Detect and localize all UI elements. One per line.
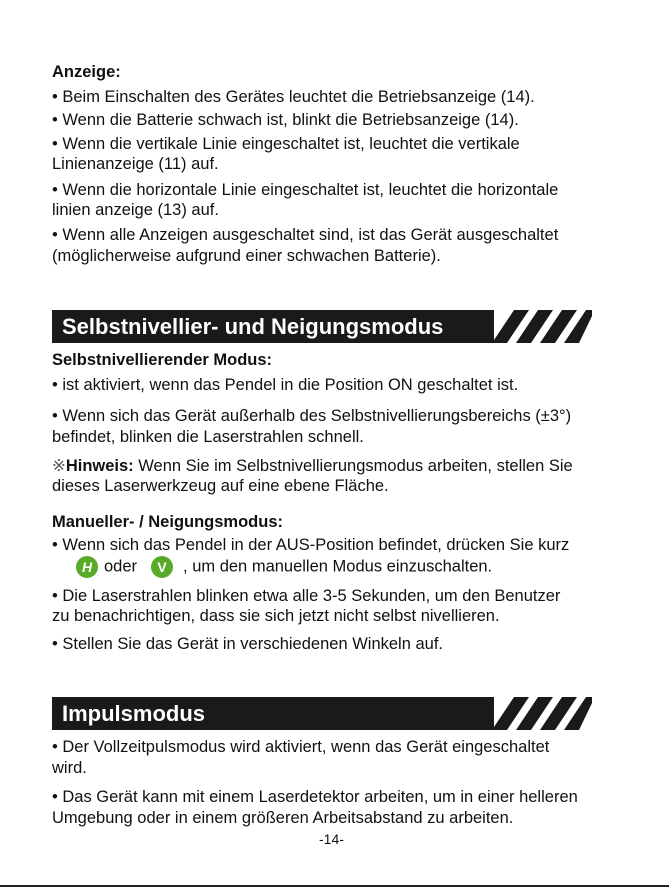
subsection-title: Manueller- / Neigungsmodus: — [52, 513, 284, 531]
body-line: • Das Gerät kann mit einem Laserdetektor arbeiten, um in einer helleren — [52, 788, 578, 806]
section-heading-impulsmodus — [52, 697, 592, 730]
oder-text: oder — [104, 557, 138, 576]
anzeige-line: (möglicherweise aufgrund einer schwachen Batterie). — [52, 247, 441, 265]
note-mark: ※ — [52, 457, 66, 475]
heading-label: Impulsmodus — [62, 701, 206, 726]
note-text: Wenn Sie im Selbstnivellierungsmodus arbeiten, stellen Sie — [133, 457, 573, 475]
bottom-rule — [0, 885, 669, 887]
slash-stripes-icon — [492, 310, 592, 343]
anzeige-line: Linienanzeige (11) auf. — [52, 155, 219, 173]
h-button-icon: H — [76, 556, 98, 578]
anzeige-line: • Wenn die vertikale Linie eingeschaltet ist, leuchtet die vertikale — [52, 135, 520, 153]
anzeige-line: • Wenn die Batterie schwach ist, blinkt die Betriebsanzeige (14). — [52, 111, 519, 129]
slash-stripes-icon — [492, 697, 592, 730]
anzeige-line: • Wenn alle Anzeigen ausgeschaltet sind, ist das Gerät ausgeschaltet — [52, 226, 559, 244]
heading-label: Selbstnivellier- und Neigungsmodus — [62, 314, 444, 339]
subsection-title: Selbstnivellierender Modus: — [52, 351, 273, 369]
anzeige-line: • Wenn die horizontale Linie eingeschaltet ist, leuchtet die horizontale — [52, 181, 559, 199]
body-line-with-buttons — [52, 556, 492, 578]
body-line: wird. — [52, 759, 87, 777]
v-button-icon: V — [151, 556, 173, 578]
body-line: • Der Vollzeitpulsmodus wird aktiviert, wenn das Gerät eingeschaltet — [52, 738, 550, 756]
body-line: • Wenn sich das Pendel in der AUS-Position befindet, drücken Sie kurz — [52, 536, 570, 554]
body-line: Umgebung oder in einem größeren Arbeitsabstand zu arbeiten. — [52, 809, 514, 827]
note-label: Hinweis: — [65, 457, 134, 475]
body-line: • Wenn sich das Gerät außerhalb des Selbstnivellierungsbereichs (±3°) — [52, 407, 572, 425]
body-text: , um den manuellen Modus einzuschalten. — [183, 557, 493, 576]
note-line-2: dieses Laserwerkzeug auf eine ebene Fläche. — [52, 477, 389, 495]
body-line: • ist aktiviert, wenn das Pendel in die Position ON geschaltet ist. — [52, 376, 519, 394]
anzeige-line: • Beim Einschalten des Gerätes leuchtet die Betriebsanzeige (14). — [52, 88, 535, 106]
section-heading-selbstnivellier — [52, 310, 592, 343]
body-line: • Die Laserstrahlen blinken etwa alle 3-5 Sekunden, um den Benutzer — [52, 587, 561, 605]
body-line: befindet, blinken die Laserstrahlen schnell. — [52, 428, 364, 446]
anzeige-title: Anzeige: — [52, 63, 121, 81]
body-line: • Stellen Sie das Gerät in verschiedenen Winkeln auf. — [52, 635, 443, 653]
note-line — [52, 456, 573, 476]
anzeige-line: linien anzeige (13) auf. — [52, 201, 219, 219]
body-line: zu benachrichtigen, dass sie sich jetzt nicht selbst nivellieren. — [52, 607, 500, 625]
page-number: -14- — [319, 831, 344, 847]
